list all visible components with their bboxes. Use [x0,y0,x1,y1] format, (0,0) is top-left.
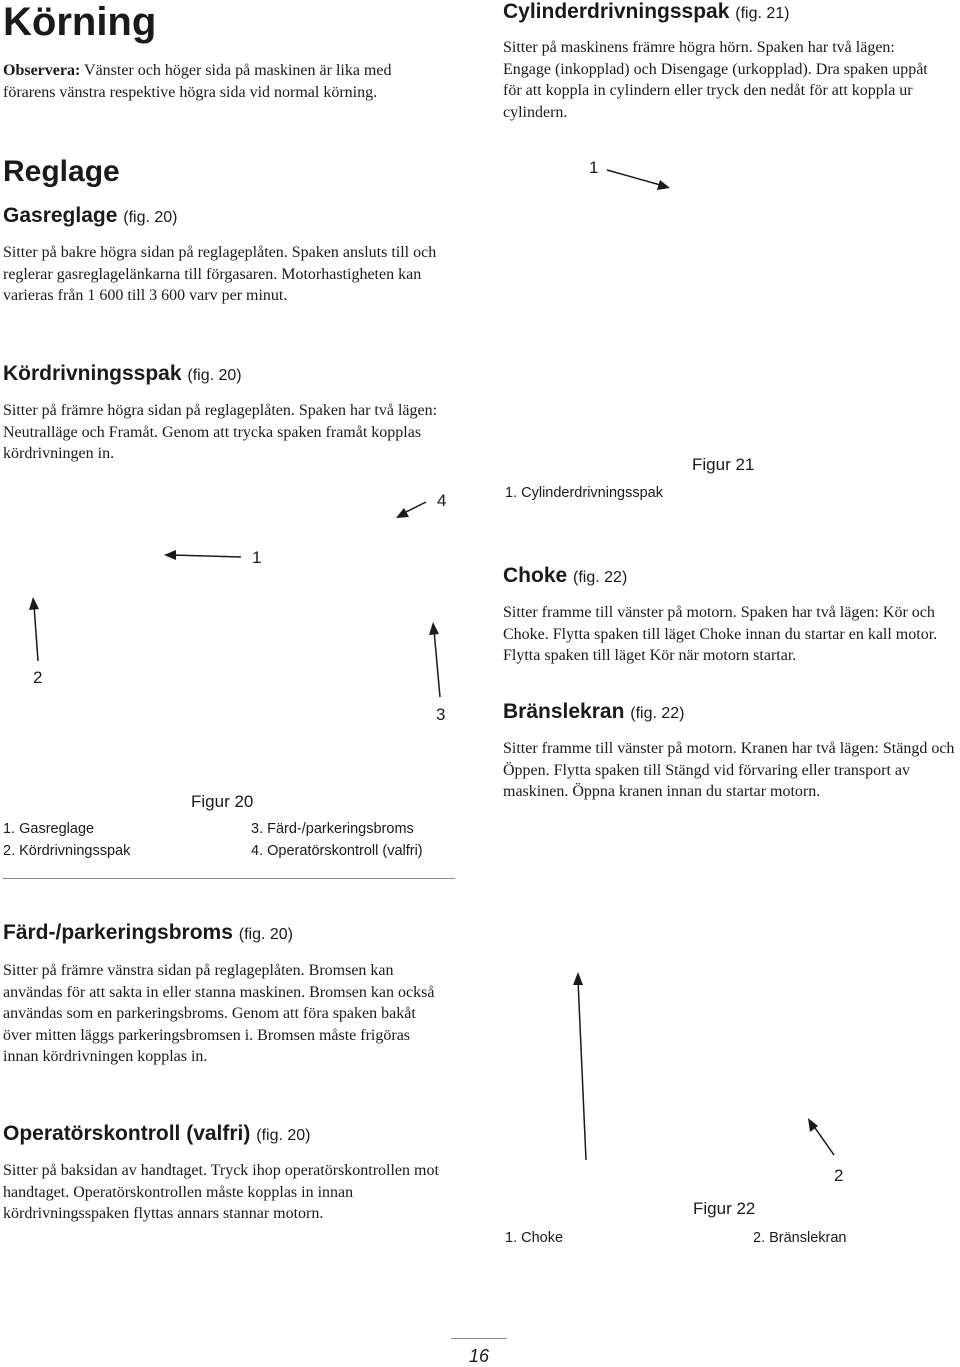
fig20-callout-4: 4 [437,491,447,510]
drive-heading-label: Kördrivningsspak [3,362,182,385]
fig22-legend-item-1: 1. Choke [505,1230,564,1246]
drive-fig-ref: (fig. 20) [187,367,242,384]
fig20-legend-item-1: 1. Gasreglage [3,821,95,837]
drive-paragraph: Sitter på främre högra sidan på reglageplåten. Spaken har två lägen: Neutralläge och Framåt. Genom att trycka spaken framåt kopplas kördrivningen in. [3,402,438,462]
operator-heading-label: Operatörskontroll (valfri) [3,1122,251,1145]
gas-fig-ref: (fig. 20) [123,209,178,226]
fig21-legend-item: 1. Cylinderdrivningsspak [505,485,663,501]
fig20-callout-1: 1 [252,548,262,567]
fig20-legend-item-3: 3. Färd-/parkeringsbroms [251,821,414,837]
fuel-fig-ref: (fig. 22) [630,705,685,722]
choke-heading-label: Choke [503,564,568,587]
page-number-rule [451,1338,507,1339]
fuel-heading-label: Bränslekran [503,700,625,723]
fig21-title: Figur 21 [692,455,755,474]
gas-paragraph: Sitter på bakre högra sidan på reglageplåten. Spaken ansluts till och reglerar gasreglagelänkarna till förgasaren. Motorhastigheten kan varieras från 1 600 till 3 600 varv per minut. [3,244,437,304]
brake-heading-label: Färd-/parkeringsbroms [3,921,233,944]
fig20-callout-2: 2 [33,668,43,687]
section-heading-controls: Reglage [3,155,120,188]
operator-fig-ref: (fig. 20) [256,1127,311,1144]
fig20-callout-3: 3 [436,705,446,724]
fuel-paragraph: Sitter framme till vänster på motorn. Kranen har två lägen: Stängd och Öppen. Flytta spaken till Stängd vid förvaring eller transport av maskinen. Öppna kranen innan du startar motorn. [503,740,955,800]
fig22-legend-item-2: 2. Bränslekran [753,1230,847,1246]
choke-paragraph: Sitter framme till vänster på motorn. Spaken har två lägen: Kör och Choke. Flytta spaken till läget Choke innan du startar en kall motor. Flytta spaken till läget Kör när motorn startar. [503,604,938,664]
cylinder-fig-ref: (fig. 21) [735,5,790,22]
page-number: 16 [469,1346,490,1366]
cylinder-heading-label: Cylinderdrivningsspak [503,0,730,23]
note-label: Observera: [3,62,81,79]
fig22-callout-2: 2 [834,1166,844,1185]
gas-heading-label: Gasreglage [3,204,118,227]
brake-fig-ref: (fig. 20) [238,926,293,943]
fig21-callout-1: 1 [589,158,599,177]
note-text: Vänster och höger sida på maskinen är lika med förarens vänstra respektive högra sida vid normal körning. [3,62,392,101]
brake-paragraph: Sitter på främre vänstra sidan på reglageplåten. Bromsen kan användas för att sakta in eller stanna maskinen. Bromsen kan också användas som en parkeringsbroms. Genom att föra spaken bakåt över mitten läggs parkeringsbromsen i. Bromsen måste frigöras innan kördrivningen kopplas in. [3,962,435,1065]
fig20-title: Figur 20 [191,792,254,811]
cylinder-paragraph: Sitter på maskinens främre högra hörn. Spaken har två lägen: Engage (inkopplad) och Disengage (urkopplad). Dra spaken uppåt för att koppla in cylindern eller tryck den nedåt för att koppla ur cylindern. [503,39,928,121]
choke-fig-ref: (fig. 22) [573,569,628,586]
page-title: Körning [3,0,157,44]
fig22-title: Figur 22 [693,1199,756,1218]
fig20-legend-item-4: 4. Operatörskontroll (valfri) [251,843,423,859]
operator-paragraph: Sitter på baksidan av handtaget. Tryck ihop operatörskontrollen mot handtaget. Operatörskontrollen måste kopplas in innan kördrivningsspaken flyttas annars stannar motorn. [3,1162,439,1222]
fig20-legend-item-2: 2. Kördrivningsspak [3,843,131,859]
